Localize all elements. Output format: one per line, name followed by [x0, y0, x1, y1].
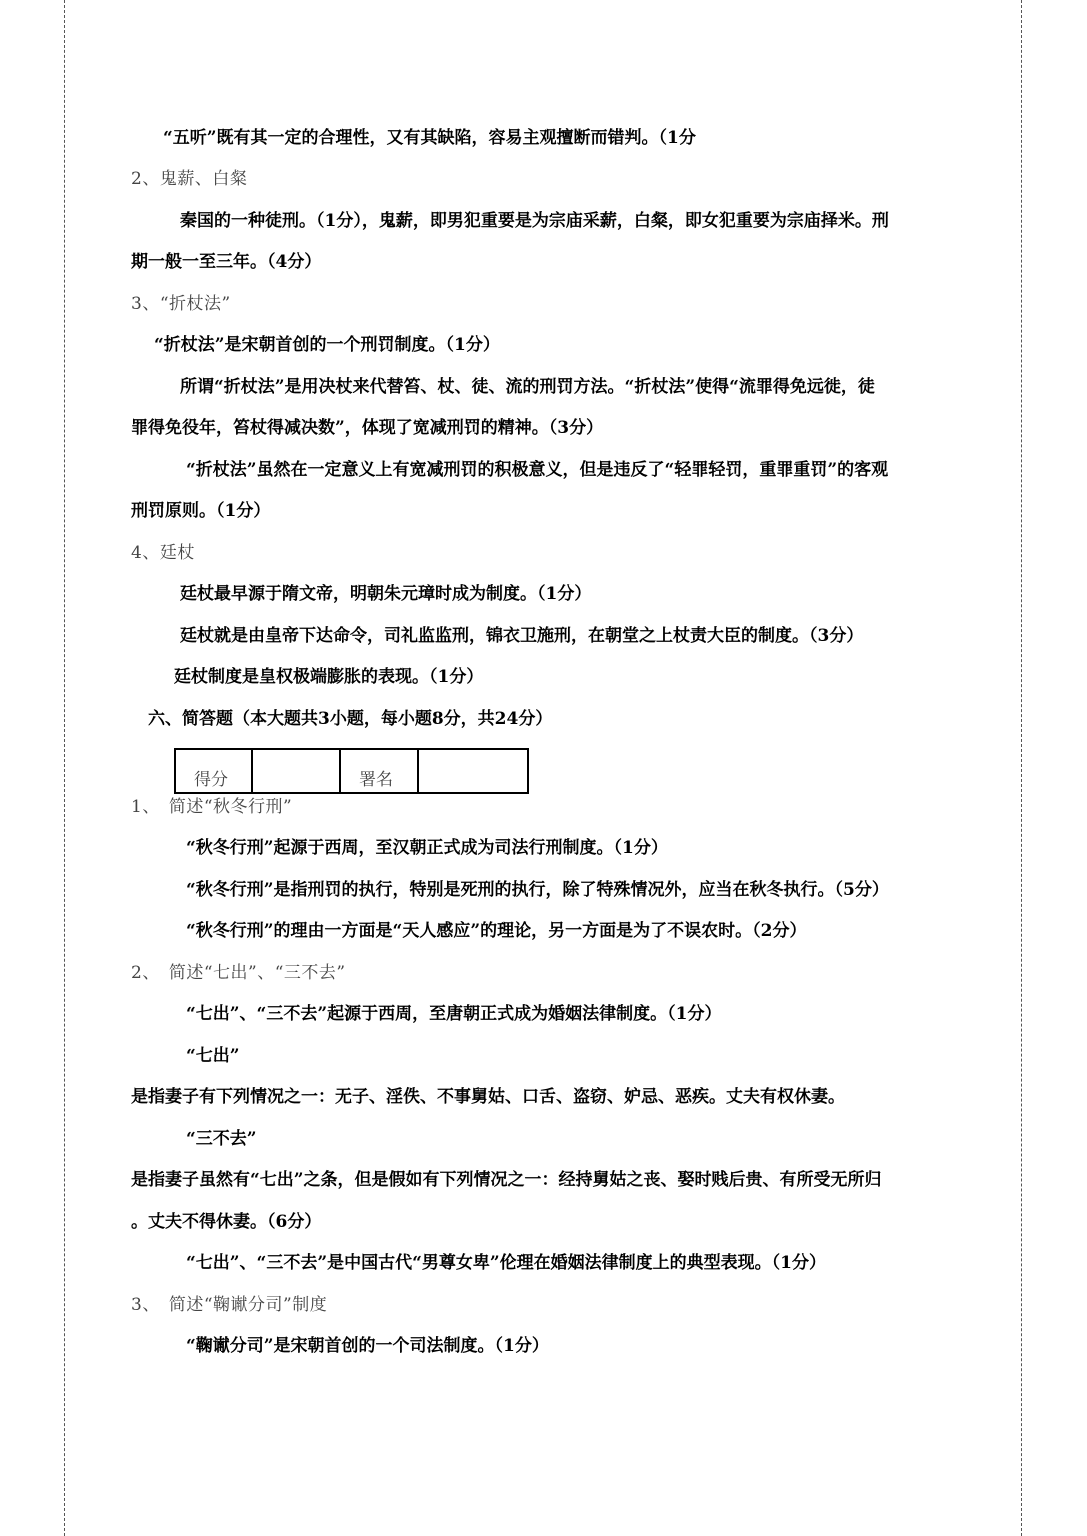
item-heading: 3、“折杖法” [131, 294, 231, 314]
answer-text-line: 。丈夫不得休妻。（6分） [131, 1212, 322, 1232]
item-heading: 2、鬼薪、白粲 [131, 169, 248, 189]
answer-text-line: “折杖法”是宋朝首创的一个刑罚制度。（1分） [154, 335, 500, 355]
score-table [174, 748, 529, 794]
sign-label-cell: 署名 [340, 749, 418, 793]
answer-text-line: “七出” [186, 1046, 240, 1066]
question-heading: 1、 简述“秋冬行刑” [131, 797, 293, 817]
answer-text-line: “秋冬行刑”是指刑罚的执行，特别是死刑的执行，除了特殊情况外，应当在秋冬执行。（5分） [186, 880, 889, 900]
sign-value-cell[interactable] [418, 749, 528, 793]
answer-text-line: “七出”、“三不去”起源于西周，至唐朝正式成为婚姻法律制度。（1分） [186, 1004, 722, 1024]
score-value-cell[interactable] [252, 749, 340, 793]
answer-text-line: “三不去” [186, 1129, 257, 1149]
section-title: 六、简答题（本大题共3小题，每小题8分，共24分） [148, 709, 553, 729]
answer-text-line: 秦国的一种徒刑。（1分），鬼薪，即男犯重要是为宗庙采薪，白粲，即女犯重要为宗庙择米。刑 [180, 211, 889, 231]
answer-text-line: 是指妻子有下列情况之一：无子、淫佚、不事舅姑、口舌、盗窃、妒忌、恶疾。丈夫有权休妻。 [131, 1087, 845, 1107]
answer-text-line: 廷杖最早源于隋文帝，明朝朱元璋时成为制度。（1分） [180, 584, 592, 604]
answer-text-line: 罪得免役年，笞杖得减决数”，体现了宽减刑罚的精神。（3分） [131, 418, 604, 438]
answer-text-line: “七出”、“三不去”是中国古代“男尊女卑”伦理在婚姻法律制度上的典型表现。（1分） [186, 1253, 826, 1273]
left-margin-dashed-line [64, 0, 65, 1536]
item-heading: 4、廷杖 [131, 543, 195, 563]
answer-text-line: 期一般一至三年。（4分） [131, 252, 322, 272]
answer-text-line: “秋冬行刑”的理由一方面是“天人感应”的理论，另一方面是为了不误农时。（2分） [186, 921, 807, 941]
answer-text-line: “鞠谳分司”是宋朝首创的一个司法制度。（1分） [186, 1336, 549, 1356]
question-heading: 2、 简述“七出”、“三不去” [131, 963, 346, 983]
answer-text-line: 刑罚原则。（1分） [131, 501, 271, 521]
answer-text-line: 所谓“折杖法”是用决杖来代替笞、杖、徒、流的刑罚方法。“折杖法”使得“流罪得免远徙，徒 [180, 377, 875, 397]
answer-text-line: 廷杖就是由皇帝下达命令，司礼监监刑，锦衣卫施刑，在朝堂之上杖责大臣的制度。（3分） [180, 626, 864, 646]
answer-text-line: “五听”既有其一定的合理性，又有其缺陷，容易主观擅断而错判。（1分 [163, 128, 696, 148]
answer-text-line: “秋冬行刑”起源于西周，至汉朝正式成为司法行刑制度。（1分） [186, 838, 668, 858]
score-label-cell: 得分 [175, 749, 252, 793]
answer-text-line: 是指妻子虽然有“七出”之条，但是假如有下列情况之一：经持舅姑之丧、娶时贱后贵、有所受无所归 [131, 1170, 882, 1190]
question-heading: 3、 简述“鞠谳分司”制度 [131, 1295, 328, 1315]
answer-text-line: 廷杖制度是皇权极端膨胀的表现。（1分） [174, 667, 484, 687]
answer-text-line: “折杖法”虽然在一定意义上有宽减刑罚的积极意义，但是违反了“轻罪轻罚，重罪重罚”的客观 [186, 460, 889, 480]
right-margin-dashed-line [1021, 0, 1022, 1536]
